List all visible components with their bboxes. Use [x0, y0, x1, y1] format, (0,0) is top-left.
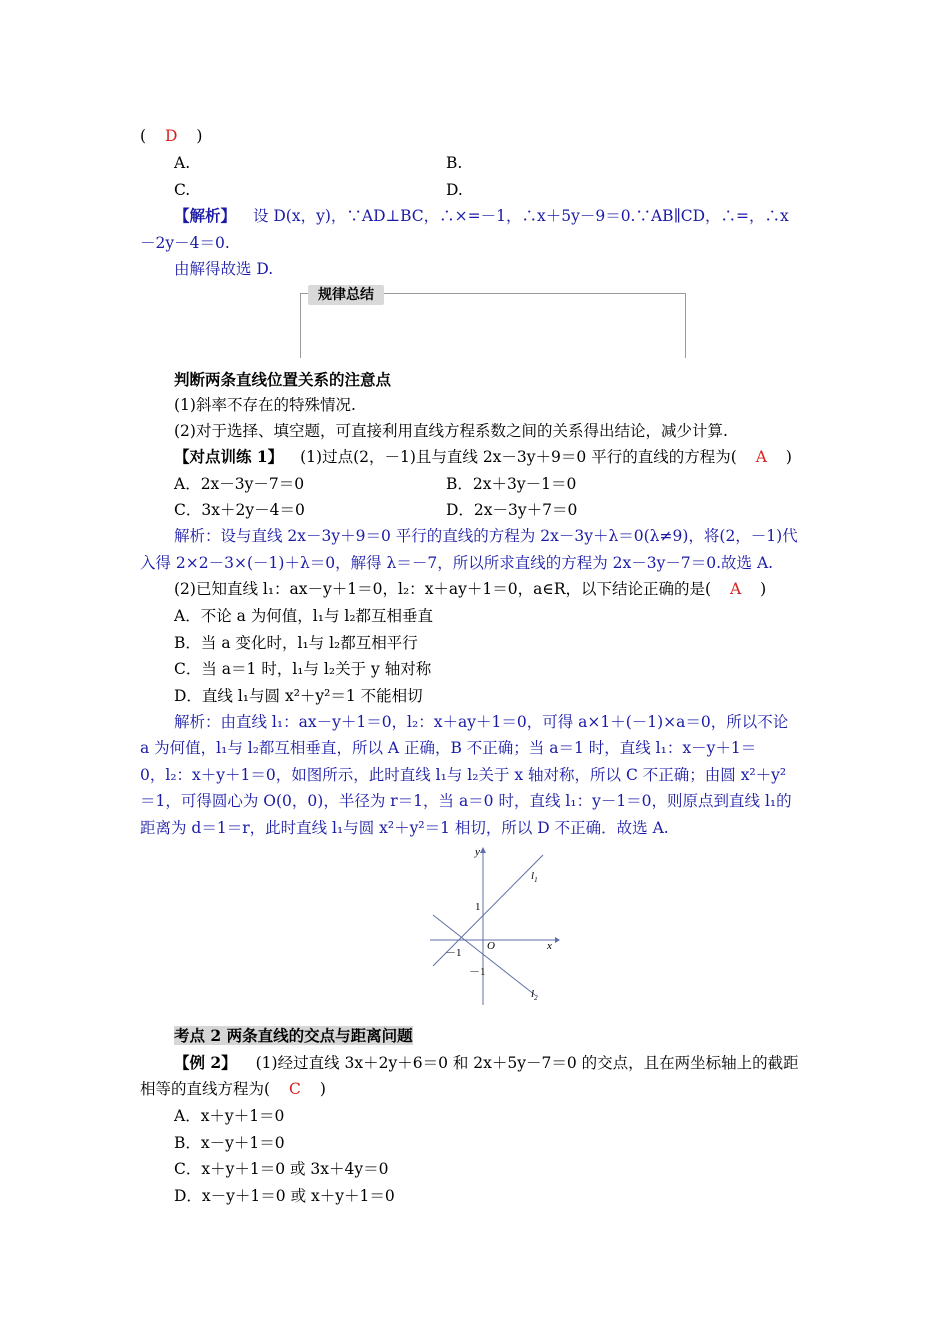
- rule-summary-label: 规律总结: [308, 285, 384, 305]
- train1-q1-option-c: C．3x＋2y－4＝0: [174, 501, 305, 519]
- section2-title: [174, 1026, 413, 1046]
- option-b: B.: [446, 154, 463, 172]
- train1-q2-analysis-1: 解析：由直线 l₁：ax－y＋1＝0，l₂：x＋ay＋1＝0，可得 a×1＋(－1)×a＝0，所以不论: [174, 713, 789, 731]
- paren-open: (: [140, 127, 147, 145]
- example2-option-b: B．x－y＋1＝0: [174, 1134, 285, 1152]
- x-axis-arrow: [555, 937, 560, 943]
- l1-label: $l_1$: [531, 870, 538, 884]
- prev-question-answer-line: [140, 126, 202, 146]
- train1-q1-option-d: D．2x－3y＋7＝0: [446, 501, 578, 519]
- train1-q2-analysis-2: a 为何值，l₁与 l₂都互相垂直，所以 A 正确，B 不正确；当 a＝1 时，直线 l₁：x－y＋1＝: [140, 739, 757, 757]
- train1-q2-option-a: A．不论 a 为何值，l₁与 l₂都互相垂直: [174, 607, 434, 625]
- train1-q1-analysis-1: 解析：设与直线 2x－3y＋9＝0 平行的直线的方程为 2x－3y＋λ＝0(λ≠9)，将(2，－1)代: [174, 527, 798, 545]
- example2-text-1: (1)经过直线 3x＋2y＋6＝0 和 2x＋5y－7＝0 的交点，且在两坐标轴上的截距: [255, 1054, 799, 1072]
- note-1: (1)斜率不存在的特殊情况.: [174, 396, 356, 414]
- option-a: A.: [174, 154, 191, 172]
- analysis-tag: 【解析】: [174, 206, 237, 225]
- train1-q2-option-d: D．直线 l₁与圆 x²＋y²＝1 不能相切: [174, 687, 423, 705]
- train1-q1-option-b: B．2x＋3y－1＝0: [446, 475, 577, 493]
- train1-q1-stem: [174, 447, 792, 467]
- lines-figure: [425, 843, 560, 1008]
- train1-q2-close: ): [760, 580, 767, 598]
- tick-y-1: 1: [475, 901, 481, 913]
- option-d: D.: [446, 181, 463, 199]
- section2-title-text: 考点 2 两条直线的交点与距离问题: [174, 1026, 413, 1045]
- example2-stem-2: [140, 1079, 326, 1099]
- train1-q1-analysis-2: 入得 2×2－3×(－1)＋λ＝0，解得 λ＝－7，所以所求直线的方程为 2x－3y－7＝0.故选 A.: [140, 554, 774, 572]
- analysis-text: 设 D(x，y)，∵AD⊥BC，∴×=－1，∴x＋5y－9＝0.∵AB∥CD，∴=，∴x: [252, 207, 789, 225]
- example2-option-d: D．x－y＋1＝0 或 x＋y＋1＝0: [174, 1187, 395, 1205]
- origin-label: O: [487, 940, 495, 952]
- example2-tag: 【例 2】: [174, 1053, 237, 1072]
- example2-text-2: 相等的直线方程为(: [140, 1080, 271, 1098]
- train1-q1-close: ): [785, 448, 792, 466]
- tick-y-neg1: －1: [469, 966, 486, 978]
- x-axis-label: x: [547, 940, 552, 952]
- train1-q1-option-a: A．2x－3y－7＝0: [174, 475, 305, 493]
- example2-close: ): [319, 1080, 326, 1098]
- train1-q2-option-b: B．当 a 变化时，l₁与 l₂都互相平行: [174, 634, 418, 652]
- notes-title: 判断两条直线位置关系的注意点: [174, 370, 392, 389]
- train1-q2-answer: A: [730, 580, 742, 598]
- train1-q1-answer: A: [755, 448, 767, 466]
- y-axis-label: y: [475, 846, 480, 858]
- train1-q2-analysis-3: 0，l₂：x＋y＋1＝0，如图所示，此时直线 l₁与 l₂关于 x 轴对称，所以 C 不正确；由圆 x²＋y²: [140, 766, 787, 784]
- train1-q2-analysis-4: ＝1，可得圆心为 O(0，0)，半径为 r＝1，当 a＝0 时，直线 l₁：y－1＝0，则原点到直线 l₁的: [140, 792, 792, 810]
- rule-summary-box: [300, 285, 686, 359]
- answer-letter: D: [165, 127, 178, 145]
- example2-stem-1: [174, 1053, 799, 1073]
- l2-label: $l_2$: [531, 988, 538, 1002]
- train1-q1-text: (1)过点(2，－1)且与直线 2x－3y＋9＝0 平行的直线的方程为(: [300, 448, 737, 466]
- tick-x-neg1: －1: [445, 947, 462, 959]
- example2-option-a: A．x＋y＋1＝0: [174, 1107, 285, 1125]
- train1-q2-stem: [174, 579, 766, 599]
- train1-tag: 【对点训练 1】: [174, 447, 284, 466]
- train1-q2-option-c: C．当 a＝1 时，l₁与 l₂关于 y 轴对称: [174, 660, 432, 678]
- train1-q2-analysis-5: 距离为 d＝1＝r，此时直线 l₁与圆 x²＋y²＝1 相切，所以 D 不正确．故选 A.: [140, 819, 669, 837]
- example2-answer: C: [289, 1080, 301, 1098]
- analysis-line-3: 由解得故选 D.: [174, 260, 274, 278]
- train1-q2-text: (2)已知直线 l₁：ax－y＋1＝0，l₂：x＋ay＋1＝0，a∈R，以下结论正确的是(: [174, 580, 712, 598]
- y-axis-arrow: [480, 847, 486, 853]
- example2-option-c: C．x＋y＋1＝0 或 3x＋4y＝0: [174, 1160, 389, 1178]
- paren-close: ): [196, 127, 203, 145]
- note-2: (2)对于选择、填空题，可直接利用直线方程系数之间的关系得出结论，减少计算.: [174, 422, 728, 440]
- analysis-line-1: [174, 206, 789, 226]
- option-c: C.: [174, 181, 191, 199]
- analysis-line-2: －2y－4＝0.: [140, 234, 230, 252]
